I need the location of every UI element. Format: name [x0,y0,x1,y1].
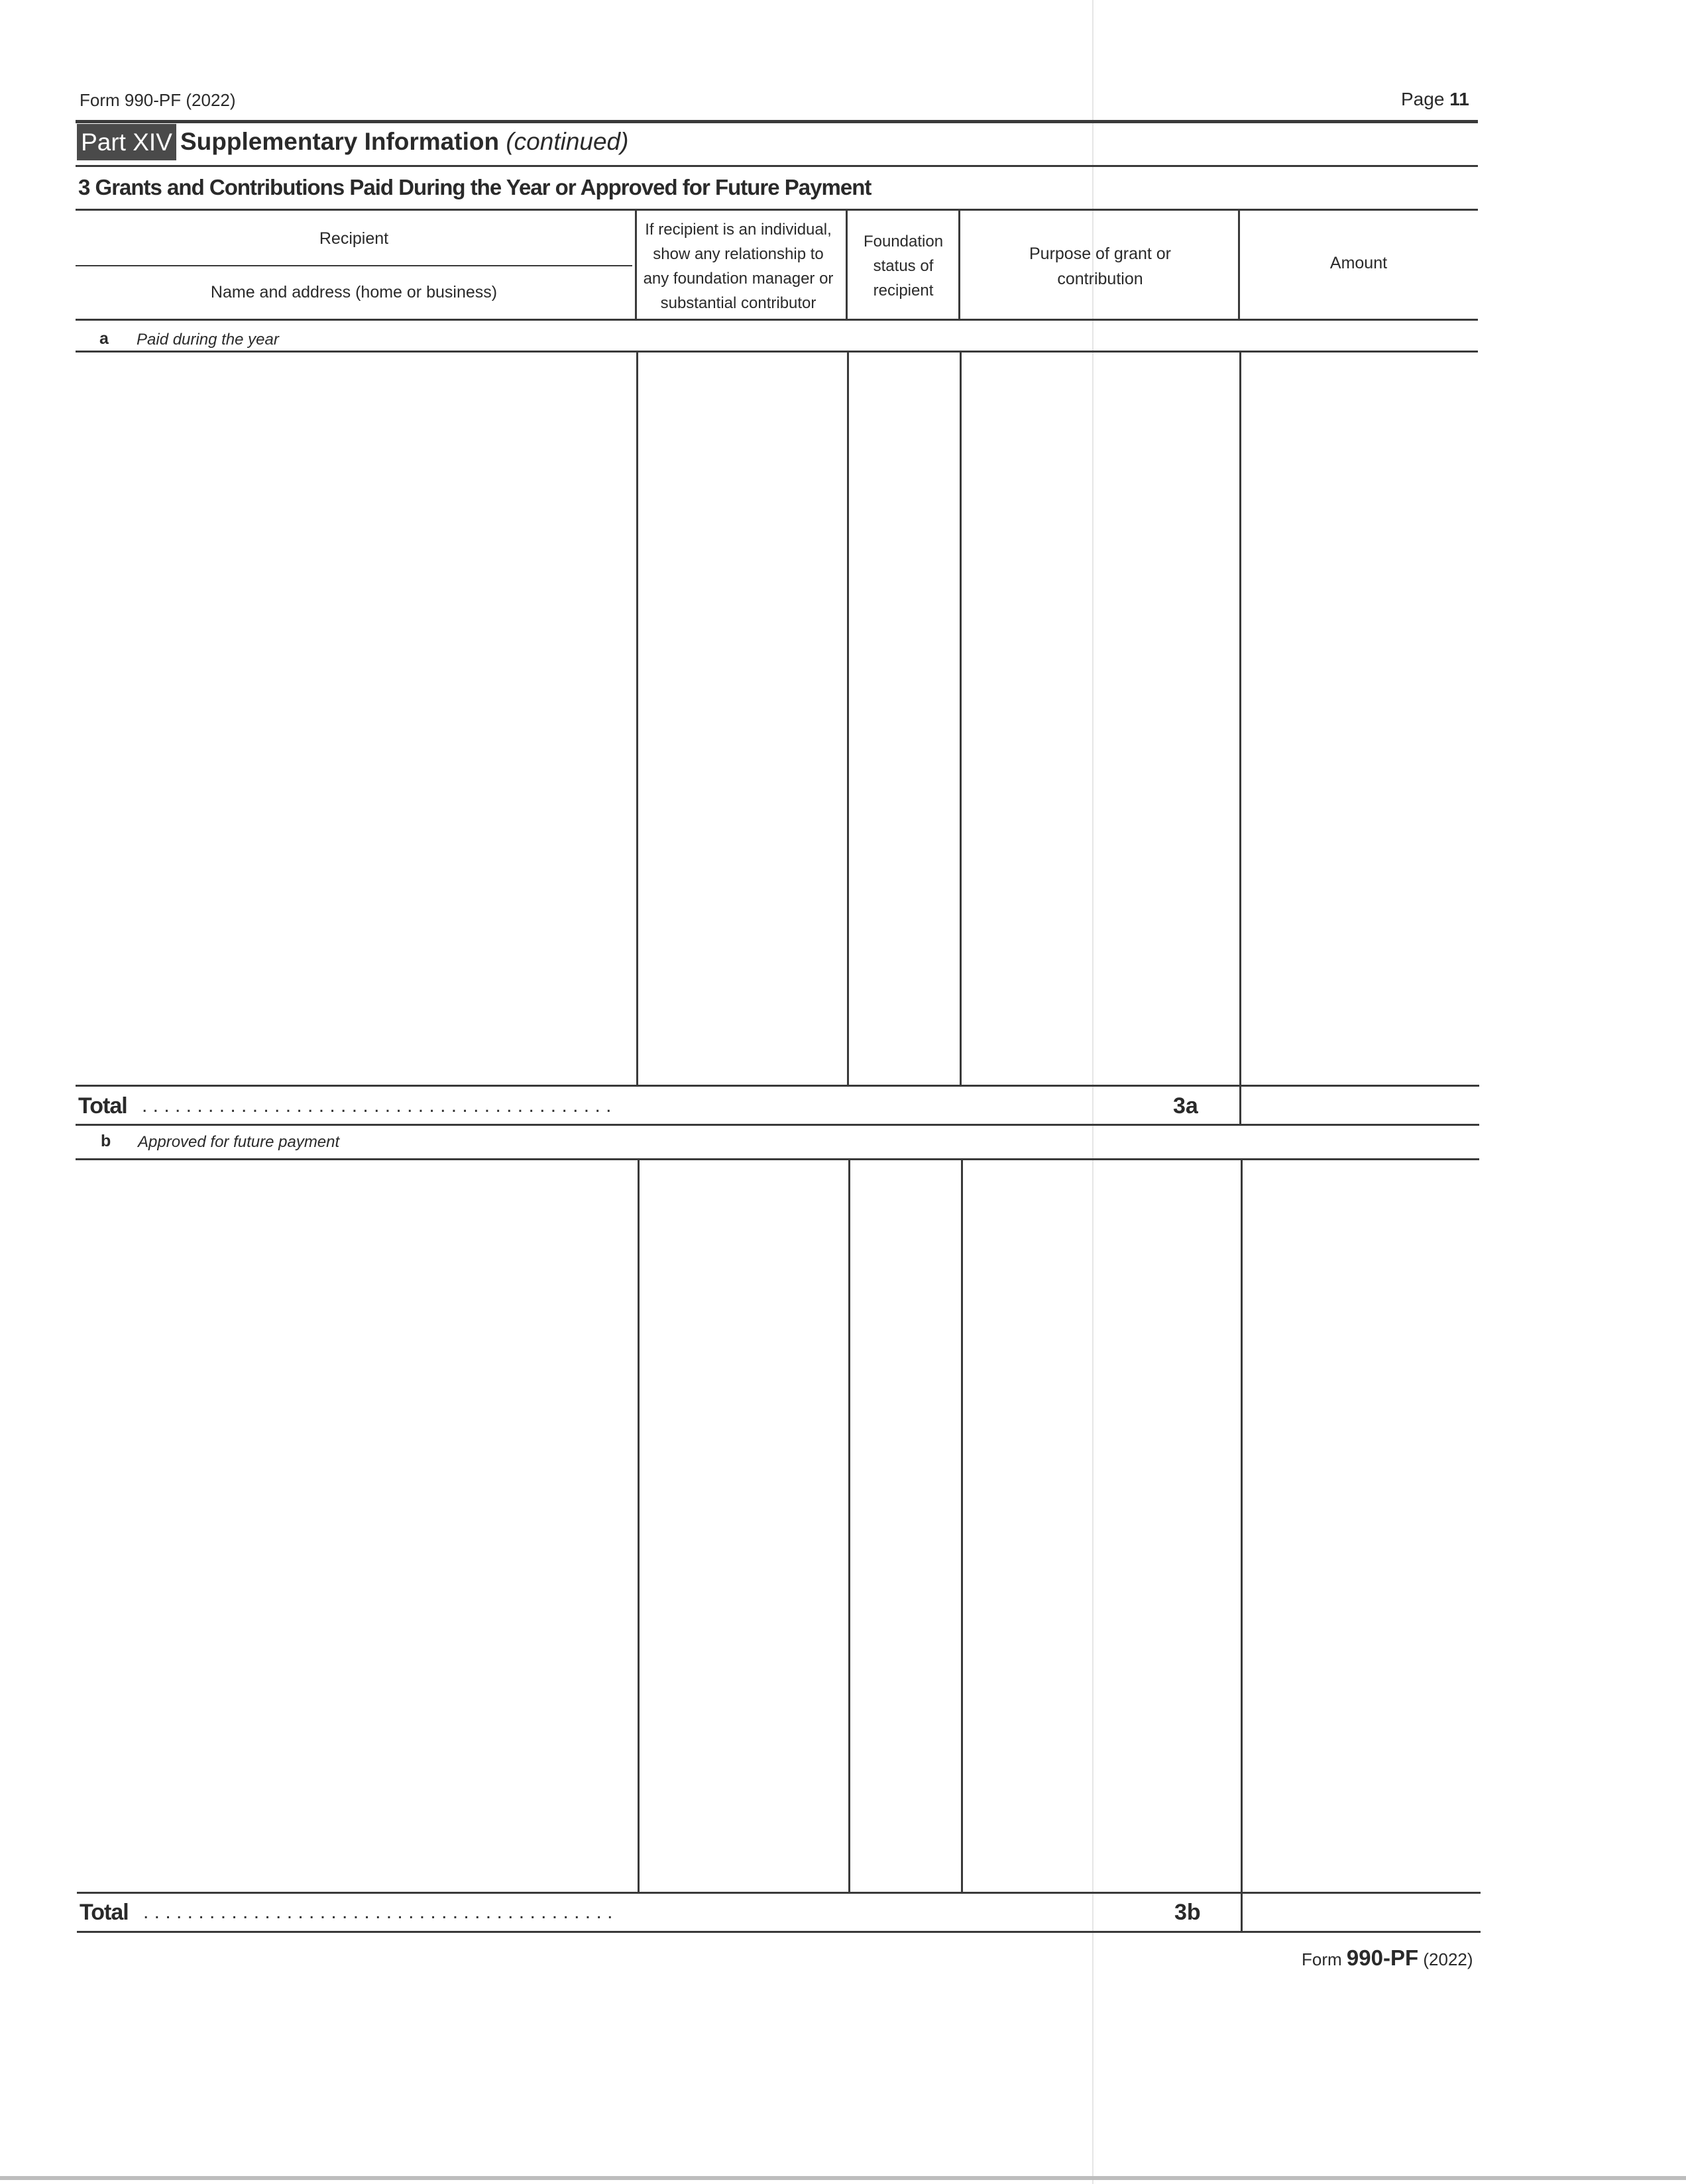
part-title-suffix: (continued) [506,128,629,155]
total-a-bottom-rule [76,1124,1479,1126]
body-a-col-divider-3 [960,352,962,1086]
page-prefix: Page [1401,89,1445,109]
footer-form-label [1302,1945,1473,1971]
column-header-purpose: Purpose of grant or contribution [1029,245,1171,288]
row-a-label: Paid during the year [137,331,279,349]
footer-form-number: 990-PF [1346,1945,1419,1970]
total-a-amount-divider [1239,1085,1241,1124]
column-header-top-rule [76,209,1478,211]
form-label: Form 990-PF (2022) [80,90,236,110]
footer-prefix: Form [1302,1949,1342,1969]
total-b-amount-divider [1241,1892,1243,1932]
total-a-line-ref: 3a [1173,1093,1198,1119]
row-a-letter: a [99,329,109,348]
total-b-line-ref: 3b [1174,1900,1201,1925]
total-a-top-rule [76,1085,1479,1087]
total-b-bottom-rule [77,1931,1481,1933]
part-label: Part XIV [77,124,176,160]
total-b-top-rule [77,1892,1481,1894]
body-b-col-divider-1 [638,1160,640,1893]
page-number: 11 [1449,89,1469,109]
row-b-letter: b [101,1132,111,1150]
scan-fold-line [1092,0,1094,2184]
column-header-amount: Amount [1329,254,1388,272]
total-b-leader-dots: . . . . . . . . . . . . . . . . . . . . . . . . . . . . . . . . . . . . . . . . . . . [143,1901,613,1923]
row-a-rule [76,351,1478,353]
row-b-rule [76,1158,1479,1160]
body-b-col-divider-2 [848,1160,850,1893]
body-b-col-divider-4 [1241,1160,1243,1893]
header-col-divider-4 [1238,209,1240,320]
header-col-divider-1 [635,209,637,320]
body-a-col-divider-2 [847,352,849,1086]
scan-bottom-edge [0,2176,1686,2180]
header-col-divider-2 [846,209,848,320]
row-b-label: Approved for future payment [138,1133,340,1151]
column-header-bottom-rule [76,319,1478,321]
part-title-text: Supplementary Information [180,128,500,155]
column-header-recipient: Recipient [319,229,389,248]
footer-year: (2022) [1423,1949,1473,1969]
section-title: 3 Grants and Contributions Paid During the Year or Approved for Future Payment [78,175,871,199]
column-header-name-address: Name and address (home or business) [210,283,498,301]
column-header-relationship: If recipient is an individual, show any relationship to any foundation manager or substantial contributor [643,221,834,312]
header-col-divider-3 [958,209,960,320]
total-a-leader-dots: . . . . . . . . . . . . . . . . . . . . . . . . . . . . . . . . . . . . . . . . . . . [142,1095,612,1117]
part-rule [76,165,1478,167]
body-a-col-divider-1 [636,352,638,1086]
recipient-header-divider [76,265,632,266]
column-header-foundation-status: Foundation status of recipient [863,233,944,300]
header-rule [76,120,1478,123]
part-title [180,128,628,156]
body-a-col-divider-4 [1239,352,1241,1086]
body-b-col-divider-3 [961,1160,963,1893]
page-number-label [1401,89,1469,110]
total-b-label: Total [80,1900,129,1925]
total-a-label: Total [78,1093,127,1119]
